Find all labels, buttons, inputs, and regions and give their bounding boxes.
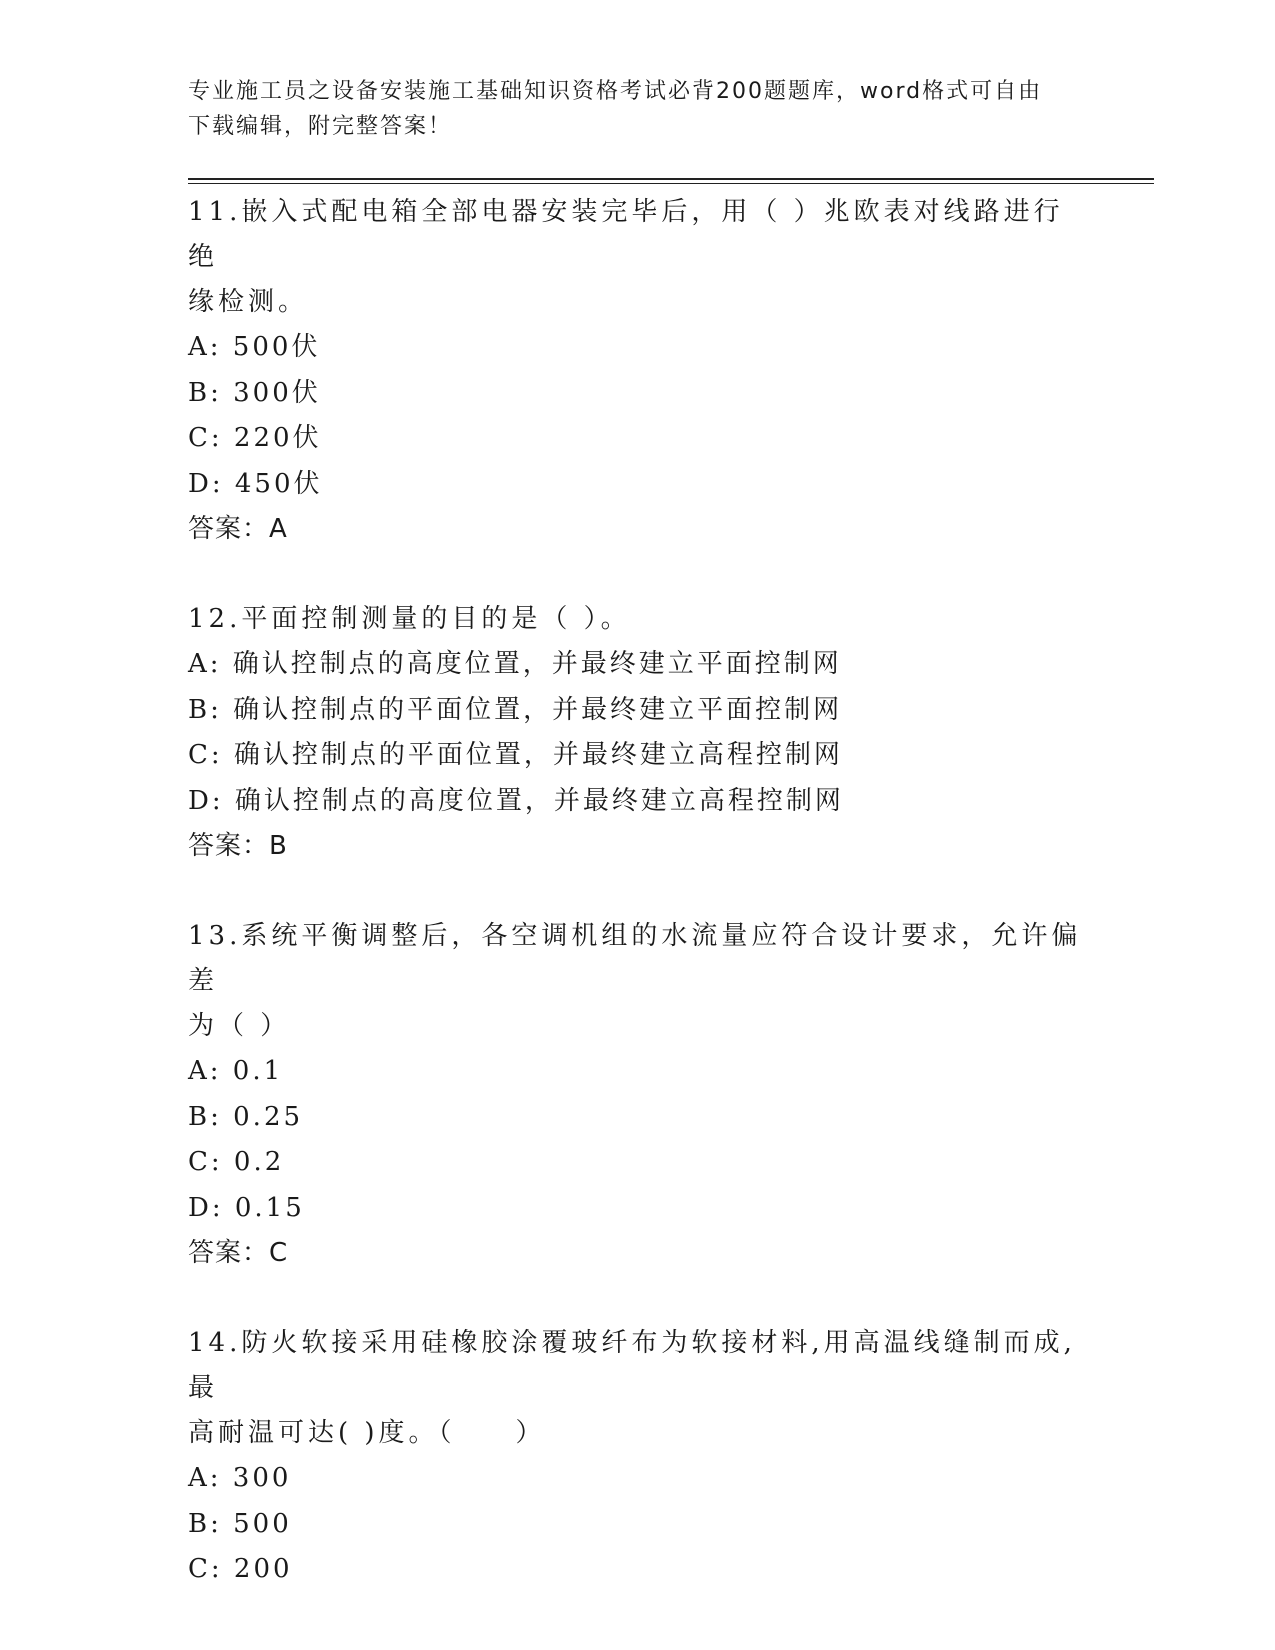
question-11: [188, 190, 1088, 552]
question-text: [188, 190, 1088, 325]
question-text-line-1: 11.嵌入式配电箱全部电器安装完毕后，用（ ）兆欧表对线路进行绝: [188, 197, 1064, 272]
question-list: [188, 190, 1088, 1638]
header-divider-thin: [188, 183, 1154, 184]
answer: 答案：A: [188, 514, 288, 544]
header-line-1: 专业施工员之设备安装施工基础知识资格考试必背200题题库，word格式可自由: [188, 79, 1043, 104]
option-d: D: 450伏: [188, 468, 323, 499]
option-d: D: 0.15: [188, 1192, 305, 1223]
option-a: A: 500伏: [188, 332, 321, 362]
option-c: C: 确认控制点的平面位置，并最终建立高程控制网: [188, 740, 843, 770]
question-text-line-2: 高耐温可达( )度。（ ）: [188, 1418, 546, 1448]
question-14: [188, 1321, 1088, 1593]
question-text-line-2: 为（ ）: [188, 1011, 291, 1041]
question-13: [188, 914, 1088, 1276]
option-c: C: 0.2: [188, 1147, 285, 1177]
question-text-line-1: 12.平面控制测量的目的是（ ）。: [188, 604, 631, 634]
question-text-line-1: 13.系统平衡调整后，各空调机组的水流量应符合设计要求，允许偏差: [188, 921, 1082, 996]
option-a: A: 300: [188, 1463, 292, 1493]
option-b: B: 确认控制点的平面位置，并最终建立平面控制网: [188, 694, 843, 725]
question-text: [188, 1321, 1088, 1456]
header-line-2: 下载编辑，附完整答案！: [188, 114, 453, 139]
question-text: [188, 597, 1088, 642]
option-a: A: 0.1: [188, 1056, 284, 1086]
question-text: [188, 914, 1088, 1049]
question-text-line-1: 14.防火软接采用硅橡胶涂覆玻纤布为软接材料,用高温线缝制而成,最: [188, 1328, 1076, 1403]
question-text-line-2: 缘检测。: [188, 287, 309, 317]
answer: 答案：C: [188, 1238, 289, 1268]
option-c: C: 200: [188, 1554, 293, 1584]
header-divider-thick: [188, 178, 1154, 180]
option-b: B: 500: [188, 1508, 292, 1539]
option-b: B: 0.25: [188, 1101, 304, 1132]
document-header: [188, 74, 1068, 144]
option-a: A: 确认控制点的高度位置，并最终建立平面控制网: [188, 649, 842, 679]
option-c: C: 220伏: [188, 423, 322, 453]
option-b: B: 300伏: [188, 377, 321, 408]
answer: 答案：B: [188, 831, 288, 861]
option-d: D: 确认控制点的高度位置，并最终建立高程控制网: [188, 785, 844, 816]
question-12: [188, 597, 1088, 869]
